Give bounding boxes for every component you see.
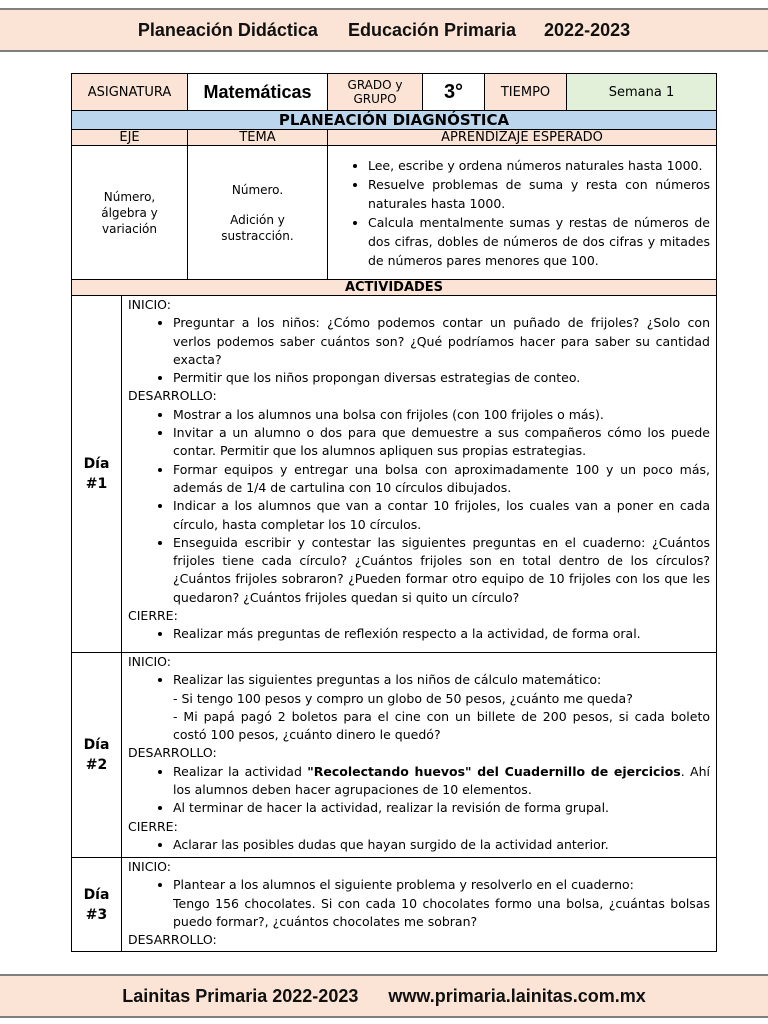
desarrollo-label: DESARROLLO: (128, 745, 217, 761)
day-activities (122, 296, 717, 653)
footer-banner (0, 974, 768, 1018)
aprendizaje-item: • Lee, escribe y ordena números naturales hasta 1000. (368, 156, 710, 175)
question-2: - Mi papá pagó 2 boletos para el cine con un billete de 200 pesos, si cada boleto costó 100 pesos, ¿cuánto dinero le quedó? (173, 708, 710, 743)
list-item: • Invitar a un alumno o dos para que demuestre a sus compañeros cómo los puede contar. Permitir que los alumnos apliquen sus propias estrategias. (173, 424, 710, 461)
cierre-list (128, 836, 710, 854)
grado-value: 3° (423, 74, 485, 111)
inicio-label: INICIO: (128, 654, 171, 669)
day-label: Día #2 (72, 653, 122, 858)
cierre-label: CIERRE: (128, 608, 178, 624)
col-aprendizaje: APRENDIZAJE ESPERADO (328, 130, 717, 146)
actividades-title: ACTIVIDADES (72, 280, 717, 296)
tema-2: Adición y sustracción. (221, 212, 294, 243)
inicio-intro: Realizar las siguientes preguntas a los niños de cálculo matemático: (173, 672, 602, 688)
day-label: Día #3 (72, 858, 122, 952)
actividades-row (72, 280, 717, 296)
tema-1: Número. (231, 182, 284, 197)
list-item: • Mostrar a los alumnos una bolsa con frijoles (con 100 frijoles o más). (173, 406, 710, 424)
tema-cell (188, 146, 328, 280)
eje-cell (72, 146, 188, 280)
inicio-list (128, 314, 710, 387)
asignatura-value: Matemáticas (188, 74, 328, 111)
header-year: 2022-2023 (544, 19, 631, 40)
cierre-list (128, 625, 710, 643)
inicio-label: INICIO: (128, 859, 171, 874)
section-title-row (72, 111, 717, 130)
aprendizaje-item: • Resuelve problemas de suma y resta con números naturales hasta 1000. (368, 175, 710, 213)
day-label: Día #1 (72, 296, 122, 653)
header-level: Educación Primaria (347, 19, 517, 40)
aprendizaje-list (328, 156, 710, 270)
col-eje: EJE (72, 130, 188, 146)
desarrollo-label: DESARROLLO: (128, 388, 217, 404)
aprendizaje-item: • Calcula mentalmente sumas y restas de números de dos cifras, dobles de números de dos cifras y mitades de números pares menores que 100. (368, 213, 710, 270)
section-title: PLANEACIÓN DIAGNÓSTICA (72, 111, 717, 130)
inicio-list (128, 876, 710, 931)
day-row (72, 858, 717, 952)
desarrollo-text-pre: Realizar la actividad (173, 763, 308, 779)
desarrollo-list (128, 763, 710, 818)
columns-header-row (72, 130, 717, 146)
day-activities (122, 858, 717, 952)
desarrollo-list (128, 406, 710, 607)
header-banner (0, 8, 768, 52)
tiempo-label: TIEMPO (485, 74, 567, 111)
inicio-intro: Plantear a los alumnos el siguiente problema y resolverlo en el cuaderno: (173, 877, 634, 893)
header-row (72, 74, 717, 111)
list-item (173, 671, 710, 744)
aprendizaje-cell (328, 146, 717, 280)
content-row (72, 146, 717, 280)
tiempo-value: Semana 1 (567, 74, 717, 111)
list-item (173, 763, 710, 800)
inicio-label: INICIO: (128, 297, 171, 312)
footer-brand: Lainitas Primaria 2022-2023 (122, 985, 359, 1006)
list-item: • Indicar a los alumnos que van a contar 10 frijoles, los cuales van a poner en cada círculo, hasta completar los 10 círculos. (173, 497, 710, 534)
day-row (72, 653, 717, 858)
list-item: • Aclarar las posibles dudas que hayan surgido de la actividad anterior. (173, 836, 710, 854)
list-item: • Preguntar a los niños: ¿Cómo podemos contar un puñado de frijoles? ¿Solo con verlos podemos saber cuántos son? ¿Qué podríamos hacer para saber su cantidad exacta? (173, 314, 710, 369)
list-item: • Formar equipos y entregar una bolsa con aproximadamente 100 y un poco más, además de 1/4 de cartulina con 10 círculos dibujados. (173, 461, 710, 498)
day-activities (122, 653, 717, 858)
cierre-label: CIERRE: (128, 818, 178, 834)
inicio-list (128, 671, 710, 744)
col-tema: TEMA (188, 130, 328, 146)
desarrollo-text-post: . Ahí los alumnos deben hacer agrupaciones de 10 elementos. (173, 763, 710, 798)
footer-url[interactable]: www.primaria.lainitas.com.mx (388, 985, 646, 1006)
question-1: - Si tengo 100 pesos y compro un globo de 50 pesos, ¿cuánto me queda? (173, 690, 633, 706)
eje-text: Número, álgebra y variación (101, 189, 158, 236)
list-item (173, 876, 710, 931)
list-item: • Realizar más preguntas de reflexión respecto a la actividad, de forma oral. (173, 625, 710, 643)
list-item: • Enseguida escribir y contestar las siguientes preguntas en el cuaderno: ¿Cuántos frijoles tiene cada círculo? ¿Cuántos frijoles son en total dentro de los círculos? ¿Cuántos frijoles sobraron? ¿Pueden formar otro equipo de 10 frijoles con los que les quedaron? ¿Cuántos frijoles quedan si quito un círculo? (173, 534, 710, 607)
list-item: • Al terminar de hacer la actividad, realizar la revisión de forma grupal. (173, 799, 710, 817)
header-title: Planeación Didáctica (137, 19, 318, 40)
problem-text: Tengo 156 chocolates. Si con cada 10 chocolates formo una bolsa, ¿cuántas bolsas puedo formar?, ¿cuántos chocolates me sobran? (173, 895, 710, 929)
activity-name: "Recolectando huevos" del Cuadernillo de ejercicios (307, 763, 681, 779)
planning-table (71, 73, 717, 952)
day-row (72, 296, 717, 653)
asignatura-label: ASIGNATURA (72, 74, 188, 111)
desarrollo-label: DESARROLLO: (128, 932, 217, 948)
grado-label: GRADO y GRUPO (328, 74, 423, 111)
list-item: • Permitir que los niños propongan diversas estrategias de conteo. (173, 369, 710, 387)
